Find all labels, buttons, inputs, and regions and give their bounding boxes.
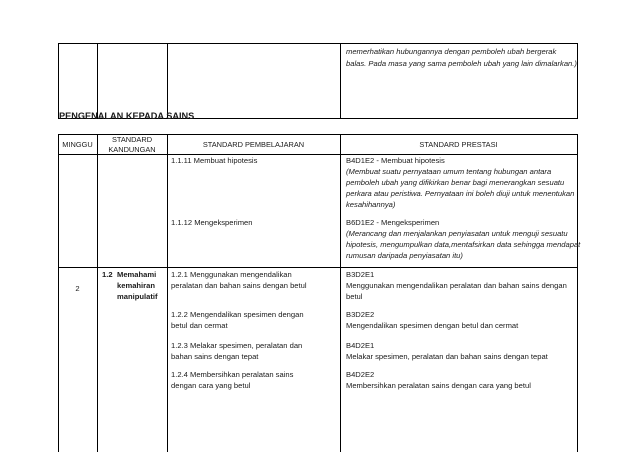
- prestasi-description-line: perkara atau peristiwa. Pernyataan ini boleh diuji untuk menentukan: [346, 189, 575, 198]
- standard-kandungan-number: 1.2: [102, 270, 113, 279]
- standard-pembelajaran-item: 1.1.11 Membuat hipotesis: [171, 156, 258, 165]
- minggu-number: 2: [75, 284, 80, 293]
- standard-pembelajaran-line: peralatan dan bahan sains dengan betul: [171, 281, 307, 290]
- standard-pembelajaran-item: 1.1.12 Mengeksperimen: [171, 218, 253, 227]
- standard-pembelajaran-line: 1.2.4 Membersihkan peralatan sains: [171, 370, 294, 379]
- header-standard-prestasi: STANDARD PRESTASI: [419, 140, 498, 149]
- prestasi-description-line: pemboleh ubah yang difikirkan benar bagi menerangkan sesuatu: [346, 178, 565, 187]
- header-standard-kandungan: STANDARD: [111, 135, 153, 144]
- section-title: PENGENALAN KEPADA SAINS: [59, 111, 195, 121]
- col-rule: [167, 134, 168, 452]
- col-rule: [58, 43, 59, 118]
- standard-kandungan-line: kemahiran: [117, 281, 155, 290]
- header-minggu: MINGGU: [62, 140, 93, 149]
- col-rule: [340, 43, 341, 118]
- top-rule: [58, 43, 578, 44]
- standard-kandungan-line: manipulatif: [117, 292, 158, 301]
- prestasi-description-line: (Merancang dan menjalankan penyiasatan untuk menguji sesuatu: [346, 229, 568, 238]
- prestasi-description-line: Mengendalikan spesimen dengan betul dan cermat: [346, 321, 519, 330]
- prestasi-description-line: betul: [346, 292, 363, 301]
- standard-pembelajaran-line: 1.2.3 Melakar spesimen, peralatan dan: [171, 341, 303, 350]
- header-bottom-rule: [58, 154, 578, 155]
- col-rule: [577, 134, 578, 452]
- header-standard-kandungan: KANDUNGAN: [108, 145, 156, 154]
- standard-pembelajaran-line: bahan sains dengan tepat: [171, 352, 259, 361]
- prestasi-code: B4D2E1: [346, 341, 375, 350]
- row-divider: [58, 267, 578, 268]
- col-rule: [97, 43, 98, 118]
- prestasi-description-line: (Membuat suatu pernyataan umum tentang hubungan antara: [346, 167, 552, 176]
- standard-pembelajaran-line: betul dan cermat: [171, 321, 228, 330]
- prestasi-description-line: Menggunakan mengendalikan peralatan dan bahan sains dengan: [346, 281, 567, 290]
- prestasi-code: B3D2E1: [346, 270, 375, 279]
- prestasi-description-line: Melakar spesimen, peralatan dan bahan sains dengan tepat: [346, 352, 548, 361]
- prestasi-code: B6D1E2 - Mengeksperimen: [346, 218, 440, 227]
- standard-pembelajaran-line: 1.2.1 Menggunakan mengendalikan: [171, 270, 292, 279]
- standard-pembelajaran-line: dengan cara yang betul: [171, 381, 251, 390]
- prestasi-continuation-line: balas. Pada masa yang sama pemboleh ubah yang lain dimalarkan.): [346, 59, 577, 68]
- col-rule: [340, 134, 341, 452]
- col-rule: [577, 43, 578, 118]
- prestasi-description-line: Membersihkan peralatan sains dengan cara yang betul: [346, 381, 531, 390]
- prestasi-code: B4D2E2: [346, 370, 375, 379]
- prestasi-continuation-line: memerhatikan hubungannya dengan pemboleh ubah bergerak: [346, 47, 557, 56]
- prestasi-description-line: rumusan daripada penyiasatan itu): [346, 251, 463, 260]
- standard-kandungan-line: Memahami: [117, 270, 157, 279]
- header-standard-pembelajaran: STANDARD PEMBELAJARAN: [202, 140, 305, 149]
- col-rule: [97, 134, 98, 452]
- col-rule: [167, 43, 168, 118]
- prestasi-code: B4D1E2 - Membuat hipotesis: [346, 156, 445, 165]
- prestasi-code: B3D2E2: [346, 310, 375, 319]
- standard-pembelajaran-line: 1.2.2 Mengendalikan spesimen dengan: [171, 310, 304, 319]
- prestasi-description-line: hipotesis, mengumpulkan data,mentafsirkan data sehingga mendapat: [346, 240, 581, 249]
- prestasi-description-line: kesahihannya): [346, 200, 396, 209]
